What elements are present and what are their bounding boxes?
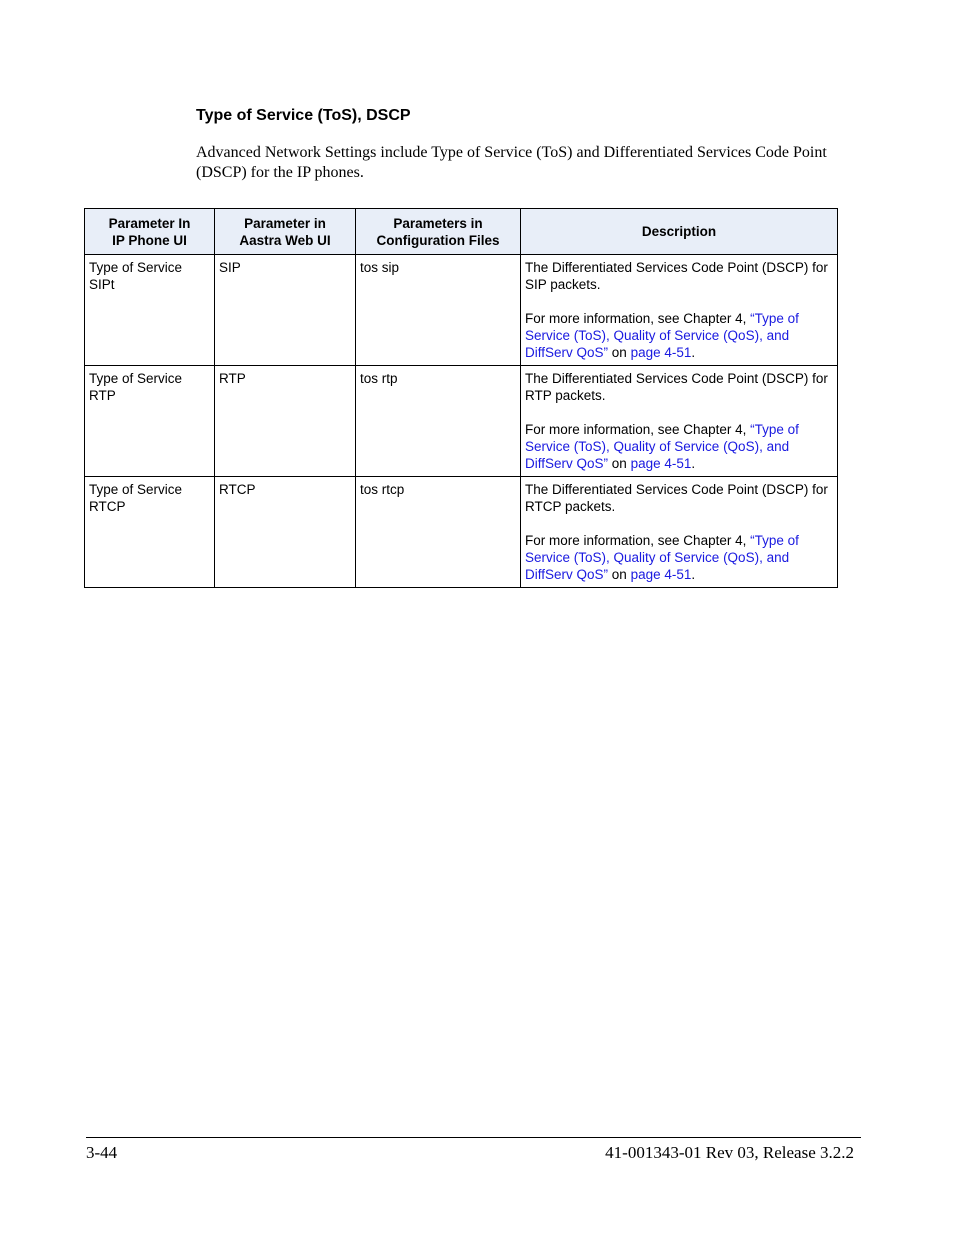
cell-web-ui: RTCP: [215, 477, 356, 588]
more-info-prefix: For more information, see Chapter 4,: [525, 311, 751, 326]
table-row: [85, 366, 838, 477]
cell-text: Type of Service: [89, 482, 183, 497]
cell-description: [521, 255, 838, 366]
cell-description: [521, 366, 838, 477]
description-text: The Differentiated Services Code Point (DSCP) for SIP packets.: [525, 260, 828, 292]
cell-text: RTP: [89, 388, 116, 403]
intro-paragraph: Advanced Network Settings include Type of Service (ToS) and Differentiated Services Code Point (DSCP) for the IP phones.: [196, 144, 827, 181]
cell-web-ui: SIP: [215, 255, 356, 366]
cell-ip-phone-ui: [85, 366, 215, 477]
cell-description: [521, 477, 838, 588]
more-info-end: .: [691, 345, 696, 360]
cell-text: Type of Service: [89, 260, 183, 275]
header-text: Parameters in: [393, 215, 483, 231]
table-row: [85, 255, 838, 366]
cell-ip-phone-ui: [85, 255, 215, 366]
cell-text: Type of Service: [89, 371, 183, 386]
cell-config: tos rtcp: [356, 477, 521, 588]
header-web-ui: [215, 209, 356, 255]
page-link[interactable]: page 4-51: [630, 567, 692, 582]
header-text: Aastra Web UI: [239, 232, 331, 248]
more-info-on: on: [608, 345, 631, 360]
page-link[interactable]: page 4-51: [630, 345, 692, 360]
chapter-link[interactable]: “Type of Service (ToS), Quality of Service (QoS), and DiffServ QoS”: [525, 533, 799, 582]
cell-ip-phone-ui: [85, 477, 215, 588]
cell-text: SIPt: [89, 277, 115, 292]
more-info-on: on: [608, 456, 631, 471]
footer-divider: [86, 1137, 861, 1138]
description-text: The Differentiated Services Code Point (DSCP) for RTP packets.: [525, 371, 828, 403]
more-info-end: .: [691, 567, 696, 582]
header-description: Description: [521, 209, 838, 255]
page-number: 3-44: [86, 1143, 118, 1162]
table-row: [85, 477, 838, 588]
header-ip-phone-ui: [85, 209, 215, 255]
cell-config: tos sip: [356, 255, 521, 366]
more-info-text: [525, 532, 833, 583]
cell-config: tos rtp: [356, 366, 521, 477]
header-text: Configuration Files: [376, 232, 500, 248]
header-text: Parameter in: [244, 215, 326, 231]
header-config-files: [356, 209, 521, 255]
description-text: The Differentiated Services Code Point (DSCP) for RTCP packets.: [525, 482, 828, 514]
chapter-link[interactable]: “Type of Service (ToS), Quality of Service (QoS), and DiffServ QoS”: [525, 311, 799, 360]
chapter-link[interactable]: “Type of Service (ToS), Quality of Service (QoS), and DiffServ QoS”: [525, 422, 799, 471]
section-heading: Type of Service (ToS), DSCP: [196, 107, 411, 124]
page-link[interactable]: page 4-51: [630, 456, 692, 471]
more-info-prefix: For more information, see Chapter 4,: [525, 533, 751, 548]
more-info-prefix: For more information, see Chapter 4,: [525, 422, 751, 437]
more-info-text: [525, 421, 833, 472]
more-info-text: [525, 310, 833, 361]
more-info-end: .: [691, 456, 696, 471]
header-text: IP Phone UI: [112, 232, 187, 248]
cell-web-ui: RTP: [215, 366, 356, 477]
header-text: Parameter In: [108, 215, 191, 231]
table-header-row: [85, 209, 838, 255]
parameters-table: [84, 208, 838, 588]
cell-text: RTCP: [89, 499, 126, 514]
more-info-on: on: [608, 567, 631, 582]
document-id: 41-001343-01 Rev 03, Release 3.2.2: [605, 1143, 854, 1162]
